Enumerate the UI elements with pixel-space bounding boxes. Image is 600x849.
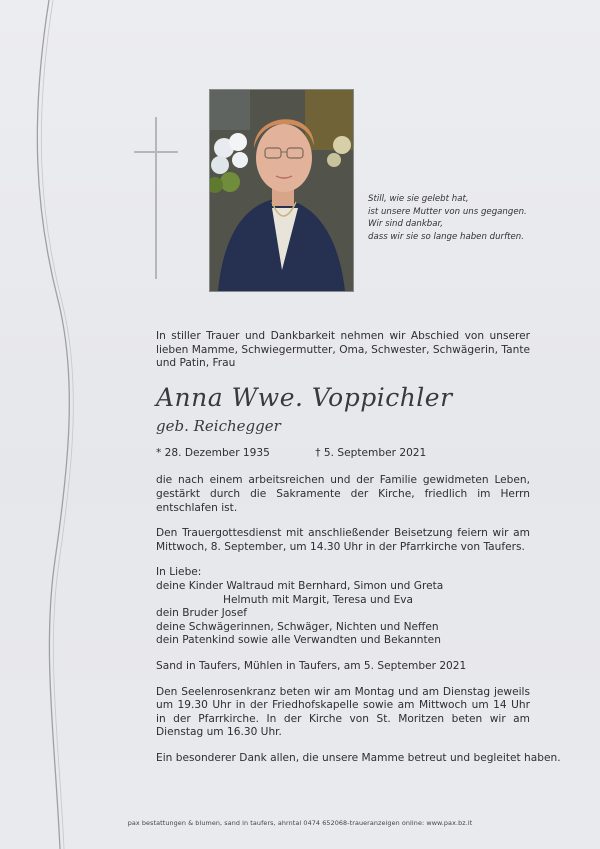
maiden-name: geb. Reichegger — [156, 416, 281, 435]
obituary-content — [156, 330, 561, 765]
life-dates — [156, 447, 530, 461]
mourner-line: deine Schwägerinnen, Schwäger, Nichten und Neffen — [156, 620, 439, 633]
death-date: † 5. September 2021 — [315, 446, 427, 459]
decorative-wave-line — [0, 0, 120, 849]
mourners-heading: In Liebe: — [156, 566, 202, 579]
quote-line: Wir sind dankbar, — [368, 219, 443, 230]
birth-date: * 28. Dezember 1935 — [156, 446, 270, 459]
life-text: die nach einem arbeitsreichen und der Familie gewidmeten Leben, gestärkt durch die Sakramente der Kirche, friedlich im Herrn entschlafen ist. — [156, 474, 530, 514]
thanks-text: Ein besonderer Dank allen, die unsere Mamme betreut und begleitet haben. — [156, 751, 561, 764]
portrait-photo — [209, 89, 354, 292]
intro-text: In stiller Trauer und Dankbarkeit nehmen wir Abschied von unserer lieben Mamme, Schwiegermutter, Oma, Schwester, Schwägerin, Tante und Patin, Frau — [156, 330, 530, 370]
mourners-list — [156, 566, 530, 648]
memorial-quote — [368, 193, 568, 243]
mourner-line: Helmuth mit Margit, Teresa und Eva — [223, 593, 414, 606]
quote-line: Still, wie sie gelebt hat, — [368, 194, 469, 204]
footer-text: pax bestattungen & blumen, sand in taufers, ahrntal 0474 652068-traueranzeigen online: www.pax.bz.it — [127, 819, 473, 827]
quote-line: dass wir sie so lange haben durften. — [368, 231, 524, 242]
mourner-line: dein Bruder Josef — [156, 607, 247, 620]
mourner-line: dein Patenkind sowie alle Verwandten und Bekannten — [156, 634, 441, 647]
funeral-text: Den Trauergottesdienst mit anschließender Beisetzung feiern wir am Mittwoch, 8. September, um 14.30 Uhr in der Pfarrkirche von Taufers. — [156, 527, 530, 553]
place-date: Sand in Taufers, Mühlen in Taufers, am 5. September 2021 — [156, 659, 467, 672]
quote-line: ist unsere Mutter von uns gegangen. — [368, 206, 527, 217]
rosary-text: Den Seelenrosenkranz beten wir am Montag und am Dienstag jeweils um 19.30 Uhr in der Friedhofskapelle sowie am Mittwoch um 14 Uhr in der Pfarrkirche. In der Kirche von St. Moritzen beten wir am Dienstag um 16.30 Uhr. — [156, 685, 530, 739]
mourner-line: deine Kinder Waltraud mit Bernhard, Simon und Greta — [156, 579, 444, 592]
deceased-name: Anna Wwe. Voppichler — [156, 382, 453, 412]
cross-icon — [134, 117, 178, 279]
